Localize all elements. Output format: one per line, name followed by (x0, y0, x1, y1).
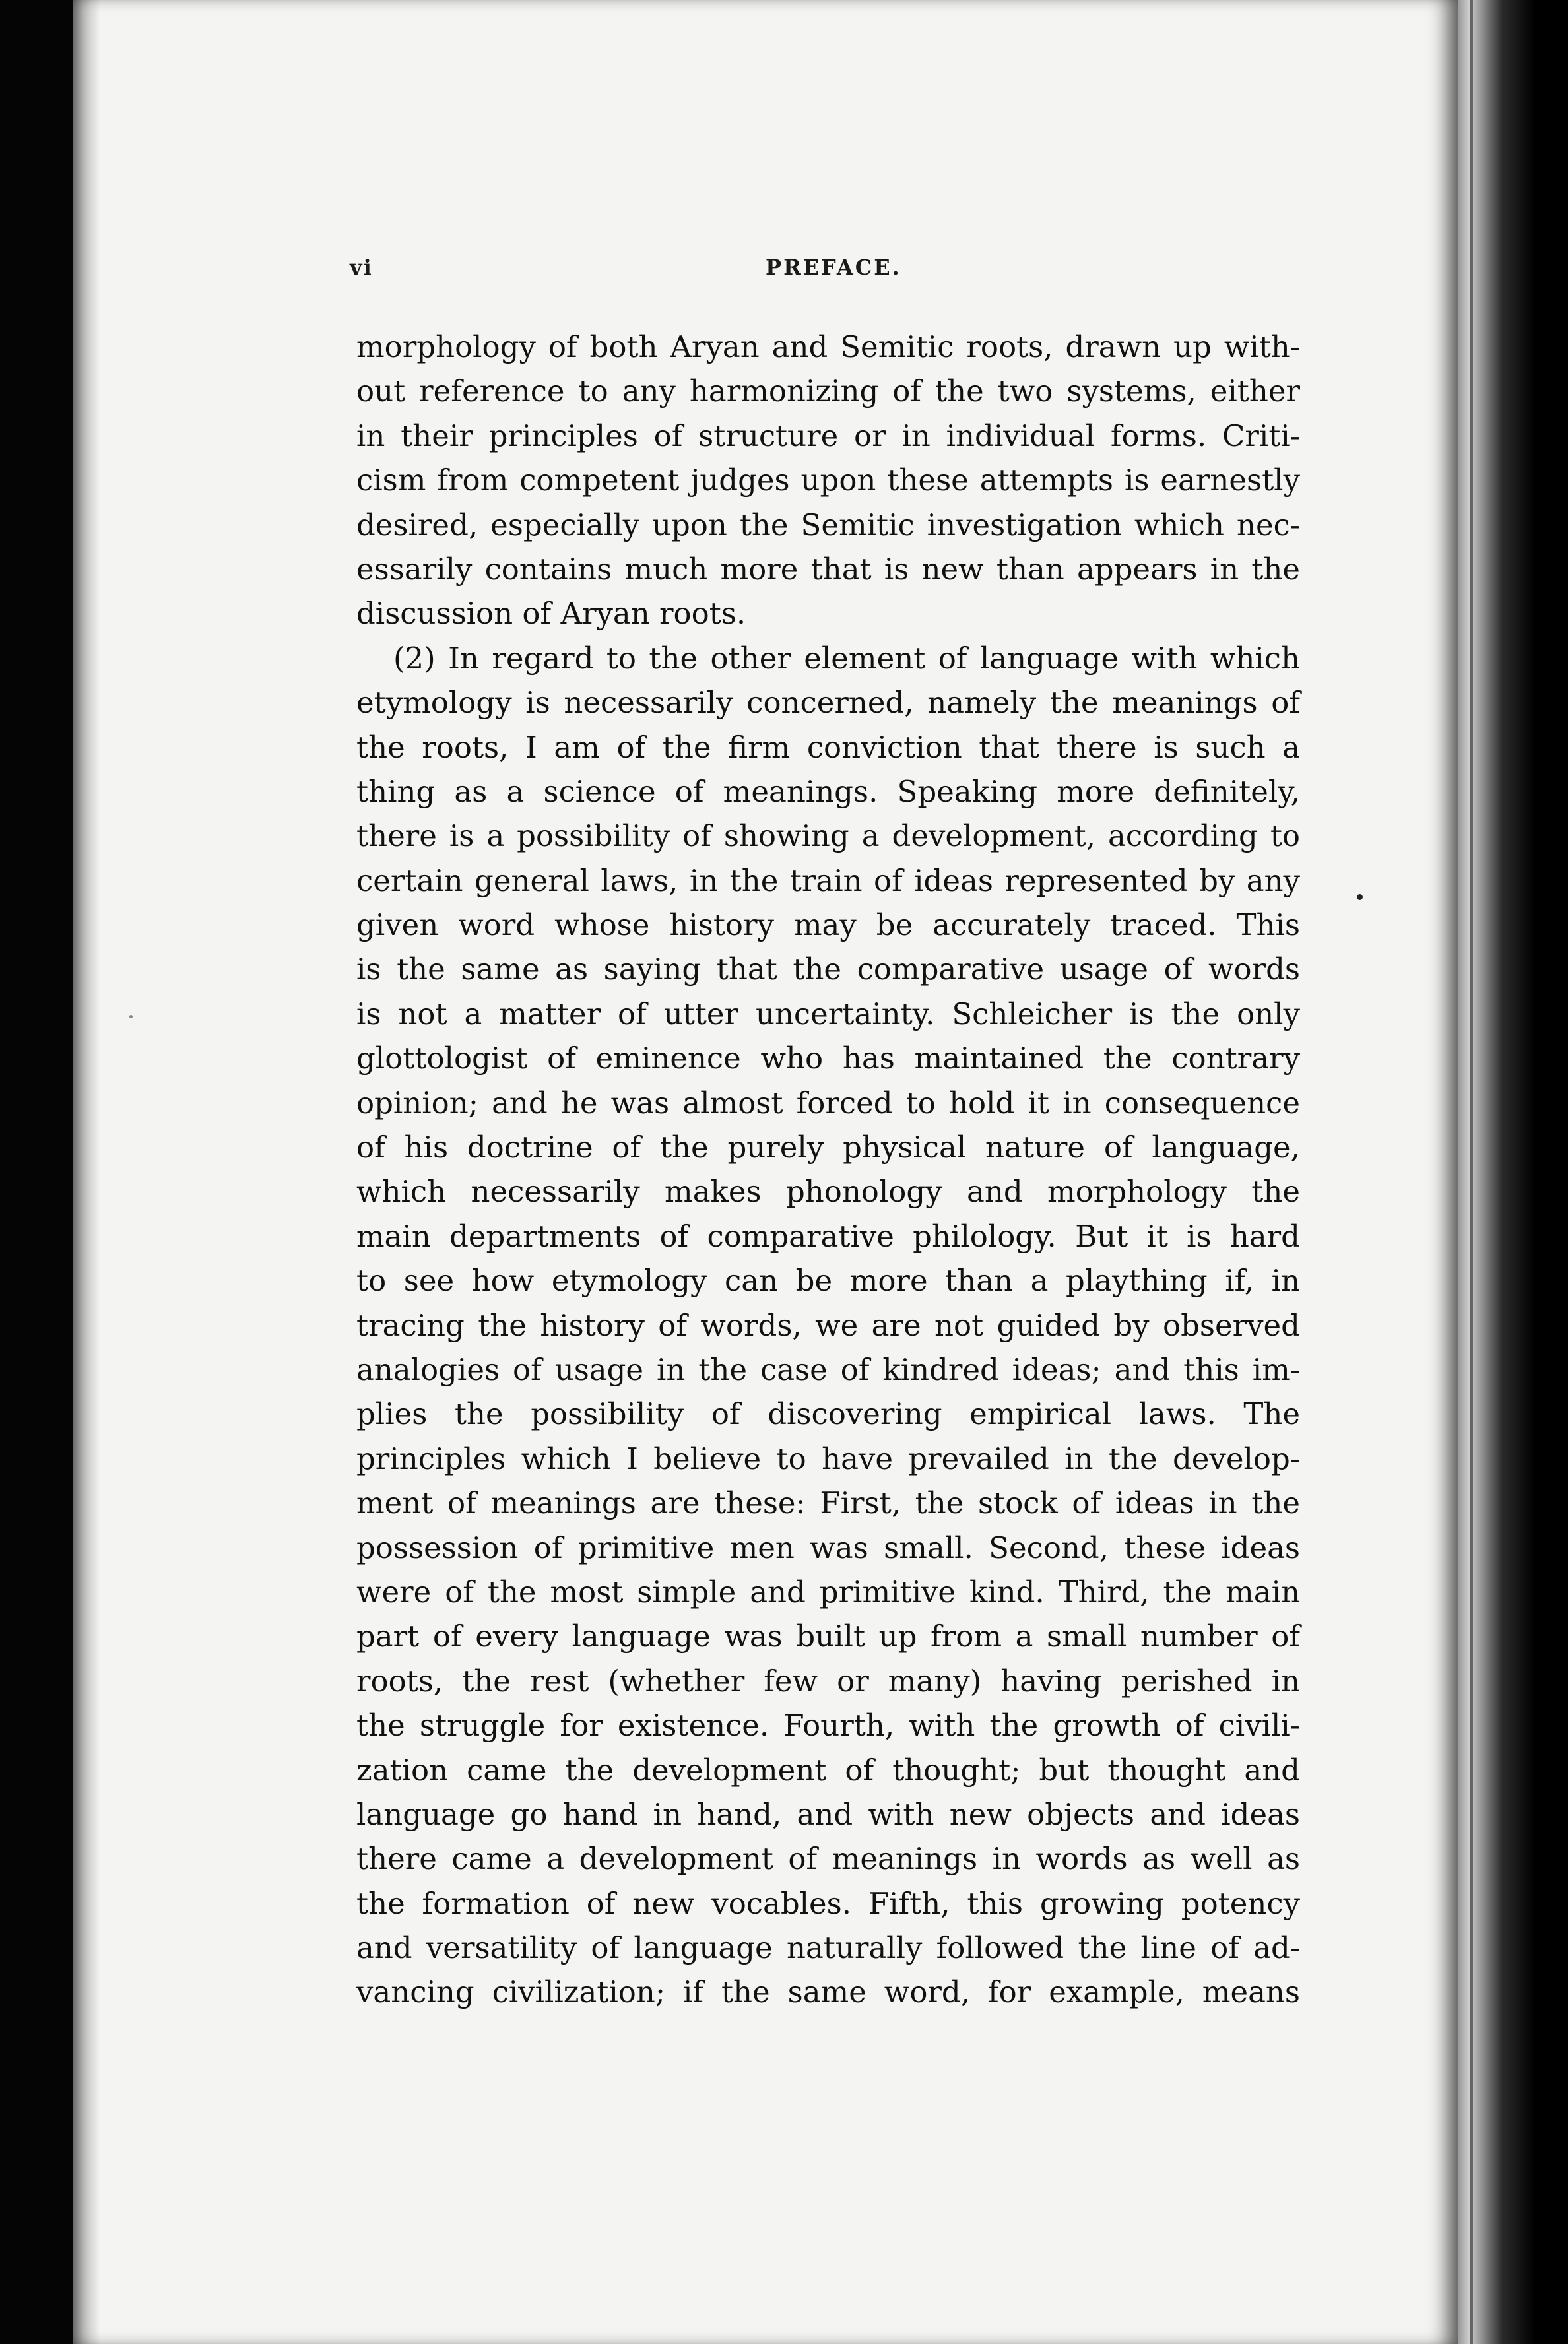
scan-speck (129, 1015, 133, 1018)
text-line: plies the possibility of discovering empirical laws. The (356, 1396, 1300, 1432)
text-line: roots, the rest (whether few or many) having perished in (356, 1663, 1300, 1699)
text-line: given word whose history may be accurately traced. This (356, 907, 1300, 943)
text-line: possession of primitive men was small. Second, these ideas (356, 1530, 1300, 1565)
text-line: etymology is necessarily concerned, namely the meanings of (356, 685, 1300, 721)
text-line: principles which I believe to have prevailed in the develop- (356, 1441, 1300, 1476)
page-number: vi (350, 255, 373, 280)
text-line: cism from competent judges upon these attempts is earnestly (356, 463, 1300, 498)
text-line: in their principles of structure or in individual forms. Criti- (356, 418, 1300, 453)
page-header (350, 255, 1300, 294)
text-line: opinion; and he was almost forced to hold it in consequence (356, 1085, 1300, 1121)
text-line: analogies of usage in the case of kindred ideas; and this im- (356, 1351, 1300, 1387)
text-line: glottologist of eminence who has maintained the contrary (356, 1041, 1300, 1076)
text-line: the struggle for existence. Fourth, with the growth of civili- (356, 1708, 1300, 1743)
binding-gutter (1458, 0, 1568, 2344)
text-line: to see how etymology can be more than a plaything if, in (356, 1263, 1300, 1299)
text-line: zation came the development of thought; but thought and (356, 1752, 1300, 1788)
text-line: morphology of both Aryan and Semitic roots, drawn up with- (356, 329, 1300, 364)
text-line: which necessarily makes phonology and morphology the (356, 1174, 1300, 1210)
text-line: is the same as saying that the comparative usage of words (356, 952, 1300, 987)
page-left-shadow (73, 0, 112, 2344)
text-line: language go hand in hand, and with new objects and ideas (356, 1796, 1300, 1832)
text-line: essarily contains much more that is new than appears in the (356, 551, 1300, 587)
text-line: and versatility of language naturally followed the line of ad- (356, 1930, 1300, 1966)
text-line: there is a possibility of showing a development, according to (356, 818, 1300, 854)
text-line: part of every language was built up from a small number of (356, 1619, 1300, 1654)
body-text (356, 325, 1300, 2015)
text-line: vancing civilization; if the same word, for example, means (356, 1974, 1300, 2010)
text-line: is not a matter of utter uncertainty. Schleicher is the only (356, 996, 1300, 1031)
text-line: tracing the history of words, we are not guided by observed (356, 1307, 1300, 1343)
page-edge-line (1470, 0, 1473, 2344)
text-line: main departments of comparative philology. But it is hard (356, 1218, 1300, 1254)
text-line: were of the most simple and primitive kind. Third, the main (356, 1574, 1300, 1610)
text-line: (2) In regard to the other element of language with which (393, 640, 1300, 676)
text-line: of his doctrine of the purely physical nature of language, (356, 1130, 1300, 1165)
text-line: ment of meanings are these: First, the stock of ideas in the (356, 1485, 1300, 1521)
text-line: desired, especially upon the Semitic investigation which nec- (356, 507, 1300, 542)
text-line: discussion of Aryan roots. (356, 596, 746, 632)
text-line: there came a development of meanings in words as well as (356, 1841, 1300, 1877)
text-line: the formation of new vocables. Fifth, this growing potency (356, 1885, 1300, 1921)
text-line: thing as a science of meanings. Speaking more definitely, (356, 773, 1300, 809)
running-head: PREFACE. (766, 255, 901, 280)
text-line: the roots, I am of the firm conviction that there is such a (356, 729, 1300, 765)
scan-speck (1357, 894, 1363, 900)
text-line: certain general laws, in the train of ideas represented by any (356, 863, 1300, 898)
text-line: out reference to any harmonizing of the two systems, either (356, 374, 1300, 409)
